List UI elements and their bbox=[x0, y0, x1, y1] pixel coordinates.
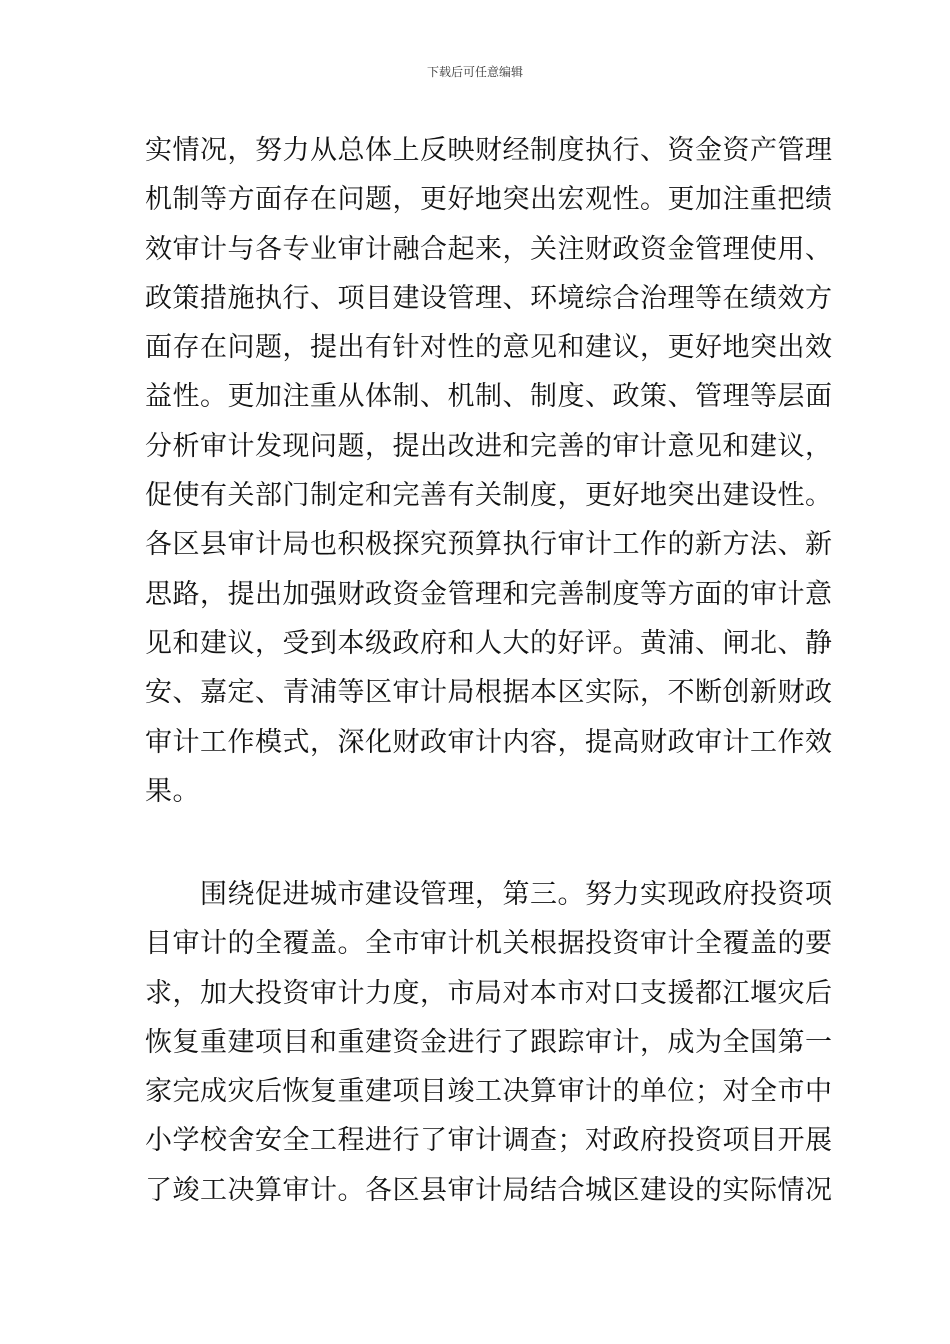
paragraph-line: 审计工作模式，深化财政审计内容，提高财政审计工作效 bbox=[145, 726, 833, 758]
paragraph-line: 围绕促进城市建设管理，第三。努力实现政府投资项 bbox=[145, 879, 833, 910]
paragraph-line: 果。 bbox=[145, 775, 200, 807]
paragraph-line: 促使有关部门制定和完善有关制度，更好地突出建设性。 bbox=[145, 480, 833, 512]
page-header: 下载后可任意编辑 bbox=[426, 65, 523, 79]
paragraph-line: 机制等方面存在问题，更好地突出宏观性。更加注重把绩 bbox=[145, 184, 833, 216]
paragraph-line: 求，加大投资审计力度，市局对本市对口支援都江堰灾后 bbox=[145, 977, 833, 1009]
paragraph-2 bbox=[145, 870, 833, 1215]
paragraph-line: 小学校舍安全工程进行了审计调查；对政府投资项目开展 bbox=[145, 1125, 833, 1157]
paragraph-line: 效审计与各专业审计融合起来，关注财政资金管理使用、 bbox=[145, 233, 833, 265]
paragraph-line: 见和建议，受到本级政府和人大的好评。黄浦、闸北、静 bbox=[145, 627, 833, 659]
paragraph-line: 了竣工决算审计。各区县审计局结合城区建设的实际情况 bbox=[145, 1174, 833, 1206]
paragraph-line: 政策措施执行、项目建设管理、环境综合治理等在绩效方 bbox=[145, 282, 833, 314]
paragraph-line: 恢复重建项目和重建资金进行了跟踪审计，成为全国第一 bbox=[145, 1026, 833, 1058]
paragraph-line: 实情况，努力从总体上反映财经制度执行、资金资产管理 bbox=[145, 135, 833, 166]
paragraph-line: 思路，提出加强财政资金管理和完善制度等方面的审计意 bbox=[145, 578, 833, 610]
paragraph-line: 家完成灾后恢复重建项目竣工决算审计的单位；对全市中 bbox=[145, 1076, 833, 1108]
paragraph-1 bbox=[145, 126, 833, 816]
paragraph-line: 安、嘉定、青浦等区审计局根据本区实际，不断创新财政 bbox=[145, 677, 833, 709]
paragraph-line: 目审计的全覆盖。全市审计机关根据投资审计全覆盖的要 bbox=[145, 928, 833, 960]
paragraph-line: 各区县审计局也积极探究预算执行审计工作的新方法、新 bbox=[145, 529, 833, 561]
paragraph-line: 益性。更加注重从体制、机制、制度、政策、管理等层面 bbox=[145, 381, 833, 413]
paragraph-line: 面存在问题，提出有针对性的意见和建议，更好地突出效 bbox=[145, 332, 833, 364]
paragraph-line: 分析审计发现问题，提出改进和完善的审计意见和建议， bbox=[145, 430, 833, 462]
